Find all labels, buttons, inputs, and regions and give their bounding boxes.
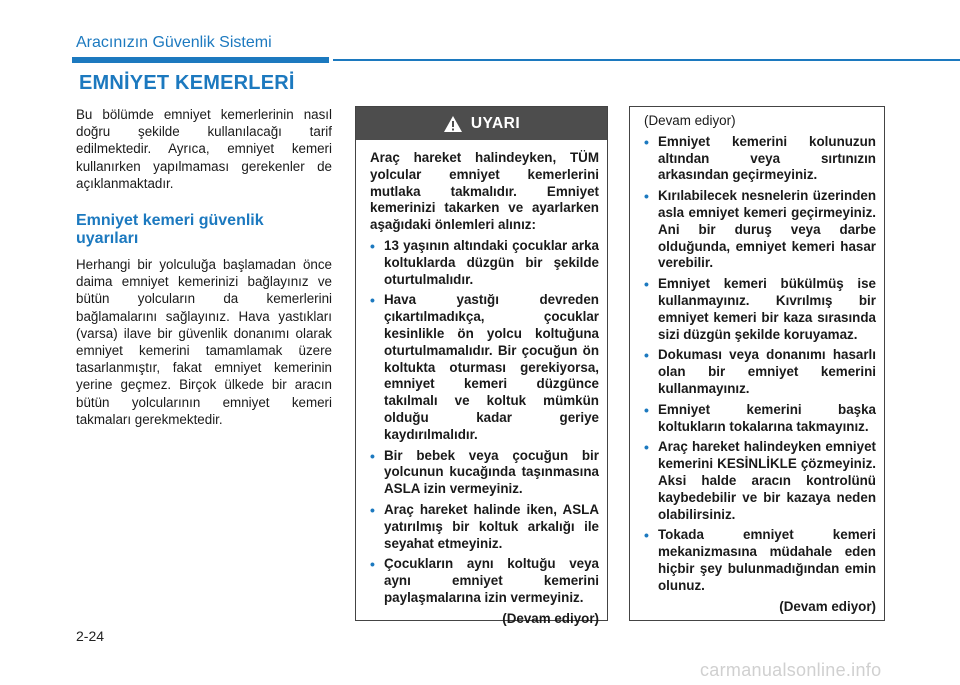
continuation-list — [644, 134, 876, 595]
list-item: • Kırılabilecek nesnelerin üzerinden asla emniyet kemeri geçirmeyiniz. Ani bir duruş veya darbe olduğunda, emniyet kemeri hasar verebilir. — [644, 188, 876, 271]
header-divider — [333, 59, 960, 61]
continued-label: (Devam ediyor) — [502, 610, 599, 626]
body-paragraph: Herhangi bir yolculuğa başlamadan önce daima emniyet kemerinizi bağlayınız ve bütün yolcuların da kemerlerini bağlamalarını sağlayınız. Hava yastıkları (varsa) ilave bir güvenlik donanımı olarak emniyet kemerini tamamlamak üzere tasarlanmıştır, fakat emniyet kemerinin yerine geçmez. Birçok ülkede bir aracın bütün yolcularının emniyet kemeri takmaları gerekmektedir. — [76, 257, 332, 427]
continuation-box — [629, 106, 885, 621]
bullet-dot-icon: • — [370, 501, 375, 518]
bullet-dot-icon: • — [370, 237, 375, 254]
warning-triangle-icon — [443, 115, 463, 133]
list-item: • Emniyet kemerini başka koltukların tokalarına takmayınız. — [644, 401, 876, 434]
header-title: Aracınızın Güvenlik Sistemi — [76, 34, 272, 51]
subheading: Emniyet kemeri güvenlik uyarıları — [76, 212, 264, 248]
list-item: • Araç hareket halindeyken emniyet kemerini KESİNLİKLE çözmeyiniz. Aksi halde aracın kontrolünü kaybedebilir ve bir kazaya neden olabilirsiniz. — [644, 439, 876, 522]
bullet-dot-icon: • — [644, 439, 649, 456]
continued-label: (Devam ediyor) — [779, 598, 876, 614]
list-item: • Çocukların aynı koltuğu veya aynı emniyet kemerini paylaşmalarına izin vermeyiniz. — [370, 556, 599, 605]
warning-list — [370, 238, 599, 607]
bullet-dot-icon: • — [644, 527, 649, 544]
bullet-dot-icon: • — [644, 133, 649, 150]
left-column — [76, 106, 332, 428]
list-item: • Bir bebek veya çocuğun bir yolcunun kucağında taşınmasına ASLA izin vermeyiniz. — [370, 447, 599, 497]
warning-header — [356, 107, 607, 140]
bullet-dot-icon: • — [370, 556, 375, 573]
section-title: EMNİYET KEMERLERİ — [79, 72, 295, 94]
bullet-dot-icon: • — [370, 447, 375, 464]
bullet-dot-icon: • — [644, 401, 649, 418]
intro-paragraph: Bu bölümde emniyet kemerlerinin nasıl doğru şekilde kullanılacağı tarif edilmektedir. Ayrıca, emniyet kemeri kullanırken yapılmaması gerekenler de açıklanmaktadır. — [76, 107, 332, 191]
list-item: • Hava yastığı devreden çıkartılmadıkça, çocuklar kesinlikle ön yolcu koltuğuna oturtulmamalıdır. Bir çocuğun ön koltukta oturması gerekiyorsa, emniyet kemeri düzgünce takılmalı ve koltuk mümkün olduğu kadar geriye kaydırılmalıdır. — [370, 292, 599, 442]
bullet-dot-icon: • — [644, 276, 649, 293]
page-number: 2-24 — [76, 628, 105, 644]
bullet-dot-icon: • — [644, 188, 649, 205]
continuation-body — [630, 107, 884, 615]
warning-label: UYARI — [470, 114, 521, 132]
warning-intro: Araç hareket halindeyken, TÜM yolcular emniyet kemerlerini mutlaka takmalıdır. Emniyet kemerinizi takarken ve ayarlarken aşağıdaki önlemleri alınız: — [370, 150, 599, 233]
list-item: • Tokada emniyet kemeri mekanizmasına müdahale eden hiçbir şey bulunmadığından emin olunuz. — [644, 527, 876, 593]
watermark: carmanualsonline.info — [700, 660, 882, 680]
list-item: • Emniyet kemerini kolunuzun altından veya sırtınızın arkasından geçirmeyiniz. — [644, 133, 876, 183]
warning-box — [355, 106, 608, 626]
warning-body — [356, 140, 607, 628]
list-item: • Emniyet kemeri bükülmüş ise kullanmayınız. Kıvrılmış bir emniyet kemeri bir kaza sırasında sizi düzgün şekilde koruyamaz. — [644, 276, 876, 342]
list-item: • Araç hareket halinde iken, ASLA yatırılmış bir koltuk arkalığı ile seyahat etmeyiniz. — [370, 501, 599, 551]
bullet-dot-icon: • — [370, 292, 375, 309]
header-accent-bar — [72, 57, 329, 63]
list-item: • Dokuması veya donanımı hasarlı olan bir emniyet kemerini kullanmayınız. — [644, 347, 876, 396]
list-item: • 13 yaşının altındaki çocuklar arka koltuklarda düzgün bir şekilde oturtulmalıdır. — [370, 237, 599, 287]
continued-top-label: (Devam ediyor) — [644, 113, 736, 128]
bullet-dot-icon: • — [644, 347, 649, 364]
